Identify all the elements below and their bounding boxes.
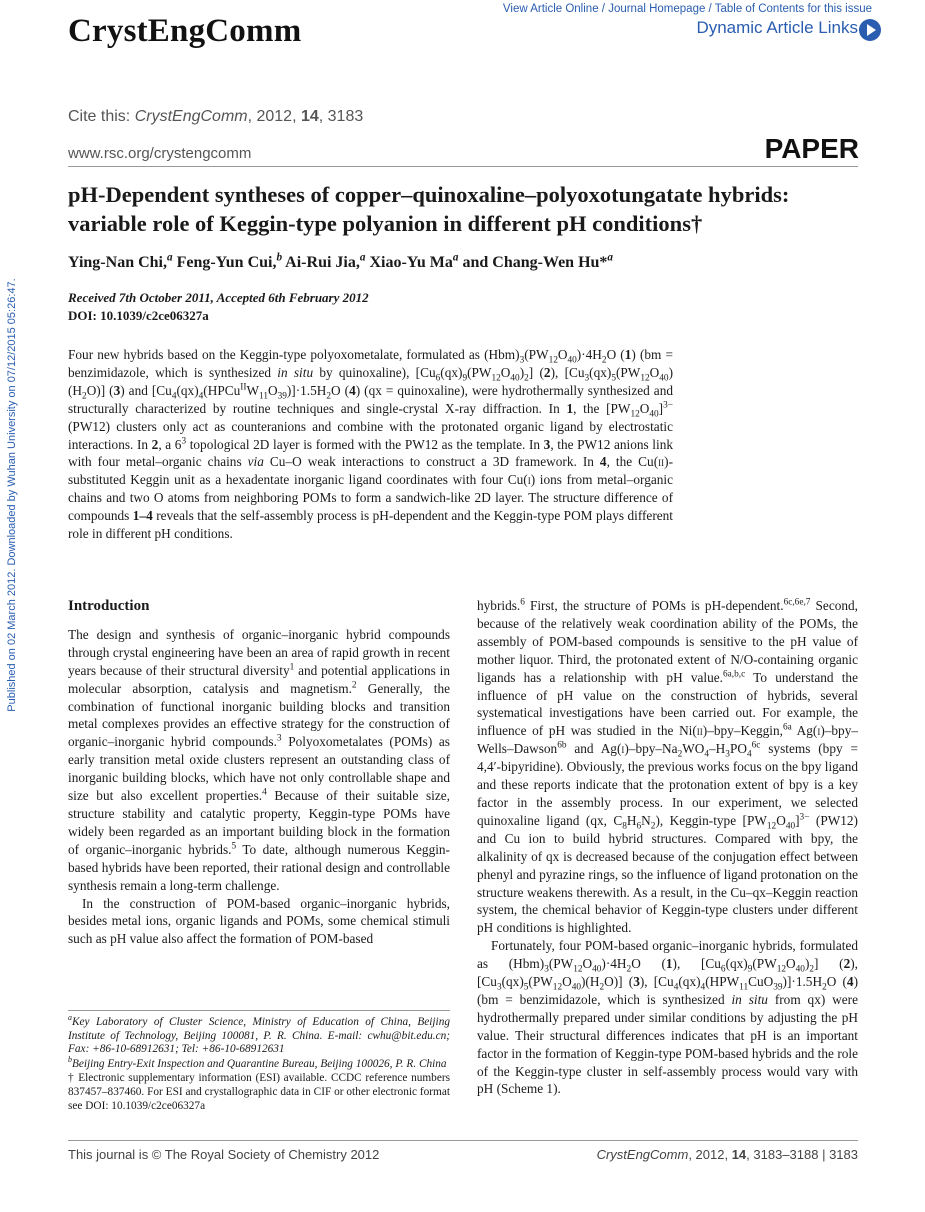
abstract: Four new hybrids based on the Keggin-type polyoxometalate, formulated as $(Hbm)_3(PW_{12}O_{40})\cdot 4H_2O$ (1) (bm = benzimidazole, which is synthesized in situ by quinoxaline), $[Cu_6(qx)_9(PW_{12}O_{40})_2]$ (2), $[Cu_3(qx)_5(PW_{12}O_{40})(H_2O)]$ (3) and $[Cu_4(qx)_4(HPCu^{II}W_{11}O_{39})]\cdot 1.5H_2O$ (4) (qx = quinoxaline), were hydrothermally synthesized and structurally characterized by routine techniques and single-crystal X-ray diffraction. In 1, the $[PW_{12}O_{40}]^{3-}$ (PW12) clusters only act as counteranions and combine with the protonated organic ligand by electrostatic interactions. In 2, a $6^3$ topological 2D layer is formed with the PW12 as the template. In 3, the PW12 anions link with four metal–organic chains via Cu–O weak interactions to construct a 3D framework. In 4, the Cu(ii)-substituted Keggin unit as a hexadentate inorganic ligand coordinates with four Cu(i) ions from metal–organic chains and two O atoms from neighboring POMs to form a sandwich-like 2D layer. The structure difference of compounds 1–4 reveals that the self-assembly process is pH-dependent and the Keggin-type POM plays different role in different pH conditions.	[68, 347, 674, 542]
link-separator: /	[705, 3, 715, 15]
footnote-divider	[68, 1010, 450, 1011]
download-note-text: Published on 02 March 2012. Downloaded by Wuhan University on 07/12/2015 05:26:47.	[6, 278, 18, 712]
journal-homepage-link[interactable]: Journal Homepage	[608, 3, 706, 15]
left-column	[68, 598, 450, 948]
cite-this: Cite this: CrystEngComm, 2012, 14, 3183	[68, 108, 364, 125]
intro-paragraph-3: hybrids.$^6$ First, the structure of POMs is pH-dependent.$^{6c,6e,7}$ Second, because of the relatively weak coordination ability of the POMs, the assembly of POM-based compounds is sensitive to the pH value of mother liquor. Third, the protonated extent of N/O-containing organic ligands has a relationship with pH value.$^{6a,b,c}$ To understand the influence of pH value on the construction of hybrids, several systematical investigations have been carried out. For example, the influence of pH was studied in the Ni(ii)–bpy–Keggin,$^{6a}$ Ag(i)–bpy–Wells–Dawson$^{6b}$ and $Ag(i)-bpy-Na_2WO_4-H_3PO_4^{6c}$ systems (bpy = 4,4′-bipyridine). Obviously, the previous works focus on the bpy ligand and these reports indicate that the protonation extent of bpy is a key factor in the assembly process. In our experiment, we selected quinoxaline ligand (qx, $C_8H_6N_2$), Keggin-type $[PW_{12}O_{40}]^{3-}$ (PW12) and Cu ion to build hybrid structures. Compared with bpy, the alkalinity of qx is decreased because of the conjugation effect between phenyl and pyrazine rings, so the influence of ligand protonation on the structure weakens therewith. As a result, in the Cu–qx–Keggin reaction system, the chemical behavior of Keggin-type clusters under different pH conditions is highlighted.	[477, 597, 858, 936]
author-list: Ying-Nan Chi,$^a$ Feng-Yun Cui,$^b$ Ai-Rui Jia,$^a$ Xiao-Yu Ma$^a$ and Chang-Wen Hu*$^a$	[68, 251, 613, 271]
footer-divider	[68, 1140, 858, 1141]
table-of-contents-link[interactable]: Table of Contents for this issue	[714, 3, 872, 15]
footnote-esi: † Electronic supplementary information (ESI) available. CCDC reference numbers 837457–837460. For ESI and crystallographic data in CIF or other electronic format see DOI: 10.1039/c2ce06327a	[68, 1072, 450, 1112]
journal-name: CrystEngComm	[68, 13, 302, 49]
copyright-notice: This journal is © The Royal Society of Chemistry 2012	[68, 1147, 380, 1162]
doi[interactable]: DOI: 10.1039/c2ce06327a	[68, 308, 209, 323]
view-article-online-link[interactable]: View Article Online	[502, 3, 599, 15]
page-citation: CrystEngComm, 2012, 14, 3183–3188 | 3183	[596, 1147, 858, 1162]
received-dates: Received 7th October 2011, Accepted 6th February 2012	[68, 290, 369, 305]
link-separator: /	[598, 3, 609, 15]
top-links	[503, 3, 872, 15]
footnote-affiliation-a: $^a$Key Laboratory of Cluster Science, Ministry of Education of China, Beijing Institute of Technology, Beijing 100081, P. R. China. E-mail: cwhu@bit.edu.cn; Fax: +86-10-68912631; Tel: +86-10-68912631	[68, 1013, 450, 1056]
intro-paragraph-1: The design and synthesis of organic–inorganic hybrid compounds through crystal engineering have been an area of rapid growth in recent years because of their structural diversity$^1$ and potential applications in molecular absorption, catalysis and magnetism.$^2$ Generally, the combination of functional inorganic building blocks and transition metal complexes provides an effective strategy for the construction of organic–inorganic hybrid compounds.$^3$ Polyoxometalates (POMs) as early transition metal oxide clusters represent an outstanding class of inorganic building blocks, which have not only controllable shape and size but also excellent properties.$^4$ Because of their suitable size, structure stability and catalytic property, Keggin-type POMs have widely been regarded as an important building block in the formation of organic–inorganic hybrids.$^5$ To date, although numerous Keggin-based hybrids have been reported, their rational design and controllable synthesis remain a long-term challenge.	[68, 626, 451, 893]
right-column	[477, 597, 858, 1098]
paper-type-label: PAPER	[764, 133, 859, 164]
dynamic-article-links[interactable]: Dynamic Article Links	[696, 18, 858, 37]
footnotes	[68, 1013, 450, 1114]
play-arrow-icon[interactable]	[859, 19, 881, 41]
article-title: pH-Dependent syntheses of copper–quinoxaline–polyoxotungatate hybrids: variable role of Keggin-type polyanion in different pH conditions†	[68, 182, 790, 236]
intro-paragraph-4: Fortunately, four POM-based organic–inorganic hybrids, formulated as $(Hbm)_3(PW_{12}O_{40})\cdot 4H_2O$ (1), $[Cu_6(qx)_9(PW_{12}O_{40})_2]$ (2), $[Cu_3(qx)_5(PW_{12}O_{40})(H_2O)]$ (3), $[Cu_4(qx)_4(HPW_{11}CuO_{39})]\cdot 1.5H_2O$ (4) (bm = benzimidazole, which is synthesized in situ from qx) were hydrothermally prepared under similar conditions by adjusting the pH value. Their structural differences indicates that pH is an important factor in the formation of Keggin-type POM-based hybrids and the role of the Keggin-type cluster in self-assembly process would vary with pH (Scheme 1).	[477, 938, 859, 1097]
section-heading: Introduction	[68, 598, 150, 614]
header-divider	[68, 166, 858, 167]
footnote-affiliation-b: $^b$Beijing Entry-Exit Inspection and Quarantine Bureau, Beijing 100026, P. R. China	[68, 1055, 447, 1070]
intro-paragraph-2: In the construction of POM-based organic–inorganic hybrids, besides metal ions, organic ligands and POMs, some chemical stimuli such as pH value also affect the formation of POM-based	[68, 895, 450, 947]
journal-url[interactable]: www.rsc.org/crystengcomm	[68, 145, 252, 162]
download-note	[4, 270, 20, 720]
